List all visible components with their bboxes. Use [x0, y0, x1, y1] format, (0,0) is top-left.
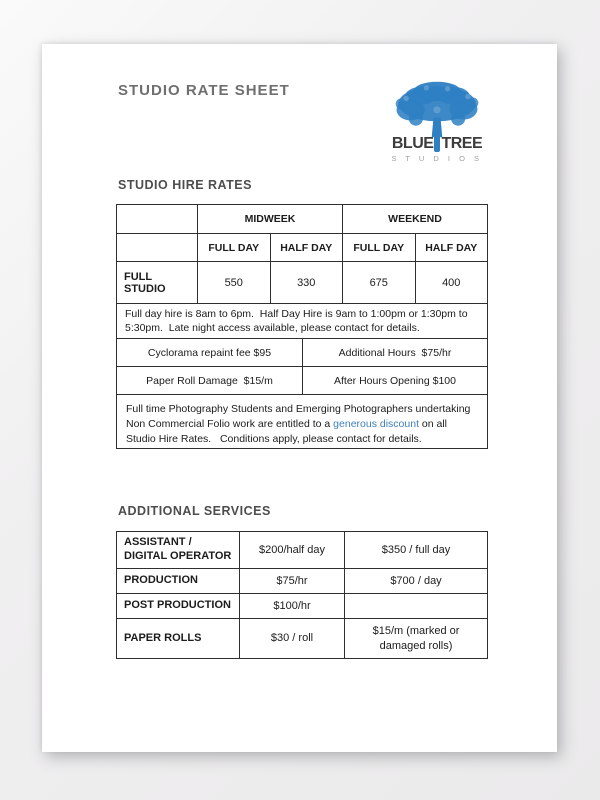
student-discount-paragraph [117, 395, 487, 455]
studio-hire-rates-heading: STUDIO HIRE RATES [118, 178, 252, 192]
full-studio-label: FULL STUDIO [124, 270, 166, 295]
assistant-full-day-rate: $350 / full day [344, 532, 487, 568]
discount-text-after: on all Studio Hire Rates. Conditions apply, please contact for details. [126, 418, 450, 446]
service-label-paper-rolls: PAPER ROLLS [124, 631, 202, 644]
discount-text-before: Full time Photography Students and Emerging Photographers undertaking Non Commercial Folio work are entitled to a [126, 403, 474, 431]
header-midweek: MIDWEEK [197, 205, 342, 233]
page-title: STUDIO RATE SHEET [118, 82, 290, 99]
paper-roll-damage-fee: Paper Roll Damage $15/m [146, 374, 273, 387]
paper-rolls-rate: $30 / roll [239, 619, 344, 658]
price-weekend-full-day: 675 [342, 262, 415, 303]
header-weekend-half-day: HALF DAY [415, 234, 488, 261]
price-midweek-full-day: 550 [197, 262, 270, 303]
price-midweek-half-day: 330 [270, 262, 343, 303]
service-label-assistant: ASSISTANT / DIGITAL OPERATOR [124, 536, 232, 562]
service-label-production: PRODUCTION [124, 574, 198, 587]
logo-trunk-icon [434, 135, 440, 152]
logo-wordmark [389, 135, 485, 152]
paper-rolls-damage-rate: $15/m (marked or damaged rolls) [344, 619, 487, 658]
additional-services-table [116, 531, 488, 659]
table-row-group-headers [117, 205, 487, 233]
logo-word-blue: BLUE [391, 135, 434, 152]
table-row-post-production [117, 593, 487, 618]
post-production-empty-cell [344, 594, 487, 618]
table-row-paper-rolls [117, 618, 487, 658]
service-label-post-production: POST PRODUCTION [124, 599, 231, 612]
additional-services-heading: ADDITIONAL SERVICES [118, 504, 271, 518]
post-production-hourly-rate: $100/hr [239, 594, 344, 618]
rate-sheet-page [42, 44, 557, 752]
table-row-hire-note [117, 303, 487, 338]
hire-times-note: Full day hire is 8am to 6pm. Half Day Hire is 9am to 1:00pm or 1:30pm to 5:30pm. Late night access available, please contact for details. [125, 308, 471, 335]
header-weekend: WEEKEND [342, 205, 487, 233]
after-hours-opening-fee: After Hours Opening $100 [302, 367, 487, 394]
logo-word-tree: TREE [441, 135, 483, 152]
blue-tree-studios-logo [389, 80, 485, 163]
table-row-student-discount [117, 394, 487, 448]
table-row-fees-1 [117, 338, 487, 366]
generous-discount-link[interactable]: generous discount [333, 418, 419, 431]
table-row-fees-2 [117, 366, 487, 394]
cyclorama-repaint-fee: Cyclorama repaint fee $95 [147, 346, 272, 359]
table-row-sub-headers [117, 233, 487, 261]
additional-hours-fee: Additional Hours $75/hr [302, 339, 487, 366]
table-row-assistant [117, 532, 487, 568]
price-weekend-half-day: 400 [415, 262, 488, 303]
table-row-full-studio [117, 261, 487, 303]
studio-hire-rates-table [116, 204, 488, 449]
empty-corner-cell [117, 205, 197, 233]
assistant-half-day-rate: $200/half day [239, 532, 344, 568]
production-day-rate: $700 / day [344, 569, 487, 593]
tree-icon [393, 80, 481, 138]
table-row-production [117, 568, 487, 593]
header-weekend-full-day: FULL DAY [342, 234, 415, 261]
header-midweek-full-day: FULL DAY [197, 234, 270, 261]
production-hourly-rate: $75/hr [239, 569, 344, 593]
header-midweek-half-day: HALF DAY [270, 234, 343, 261]
logo-subtitle: S T U D I O S [391, 154, 483, 163]
empty-cell [117, 234, 197, 261]
